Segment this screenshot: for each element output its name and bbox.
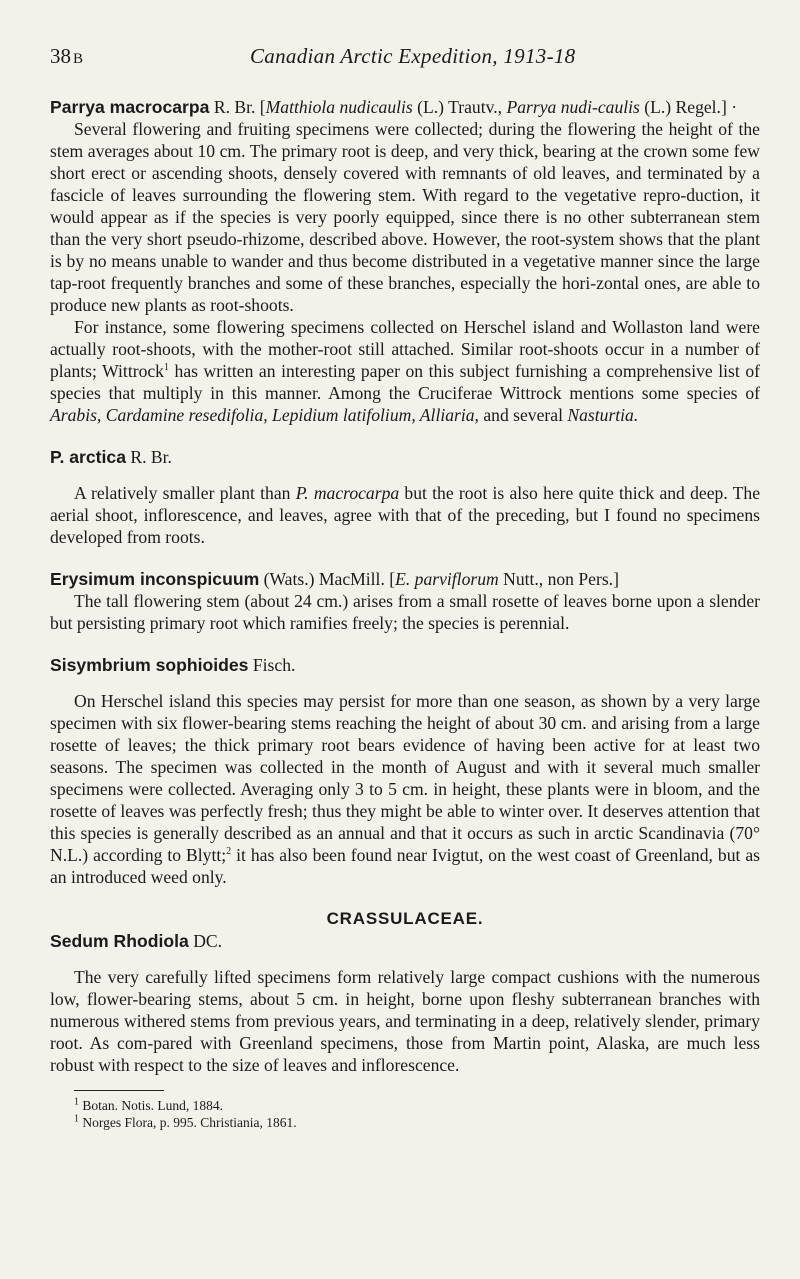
page-header [50, 44, 760, 78]
species-heading-parrya-macrocarpa: Parrya macrocarpa R. Br. [Matthiola nudicaulis (L.) Trautv., Parrya nudi-caulis (L.) Regel.] · [50, 97, 738, 117]
species-heading-sisymbrium: Sisymbrium sophioides Fisch. [50, 655, 296, 675]
paragraph: For instance, some flowering specimens collected on Herschel island and Wollaston land were actually root-shoots, with the mother-root still attached. Similar root-shoots occur in a number of plants; Wittrock$^1$ has written an interesting paper on this subject furnishing a comprehensive list of species that multiply in this manner. Among the Cruciferae Wittrock mentions some species of Arabis, Cardamine resedifolia, Lepidium latifolium, Alliaria, and several Nasturtia. [50, 317, 761, 425]
running-title: Canadian Arctic Expedition, 1913-18 [250, 44, 576, 68]
page-suffix: B [73, 51, 84, 67]
footnote-ref: 1 [163, 362, 169, 374]
page-body [50, 96, 760, 1131]
paragraph: A relatively smaller plant than P. macrocarpa but the root is also here quite thick and deep. The aerial shoot, inflorescence, and leaves, agree with that of the preceding, but I found no specimens developed from roots. [50, 483, 760, 547]
paragraph: Several flowering and fruiting specimens were collected; during the flowering the height of the stem averages about 10 cm. The primary root is deep, and very thick, bearing at the crown some few short erect or ascending shoots, densely covered with remnants of old leaves, and terminated by a fascicle of leaves surrounding the flowering stem. With regard to the vegetative repro-duction, it would appear as if the species is very poorly equipped, since there is no other subterranean stem than the very short pseudo-rhizome, described above. However, the root-system shows that the plant is by no means unable to wander and thus become distributed in a vegetative manner since the large tap-root frequently branches and some of these branches, especially the hori-zontal ones, are able to produce new plants as root-shoots. [50, 119, 760, 315]
paragraph: The tall flowering stem (about 24 cm.) arises from a small rosette of leaves borne upon a slender but persisting primary root which ramifies freely; the species is perennial. [50, 591, 760, 633]
species-heading-parrya-arctica: P. arctica R. Br. [50, 447, 172, 467]
footnote-divider [74, 1090, 164, 1091]
family-heading: CRASSULACEAE. [326, 909, 484, 928]
paragraph: On Herschel island this species may persist for more than one season, as shown by a very large specimen with six flower-bearing stems reaching the height of about 30 cm. and arising from a large rosette of leaves; the thick primary root bears evidence of having been active for at least two seasons. The specimen was collected in the month of August and with it several much smaller specimens were collected. Averaging only 3 to 5 cm. in height, these plants were in bloom, and the rosette of leaves was perfectly fresh; thus they might be able to winter over. It deserves attention that this species is generally described as an annual and that it occurs as such in arctic Scandinavia (70° N.L.) according to Blytt;$^2$ it has also been found near Ivigtut, on the west coast of Greenland, but as an introduced weed only. [50, 691, 760, 887]
footnote: $^1$ Norges Flora, p. 995. Christiania, 1861. [74, 1113, 297, 1130]
species-heading-sedum: Sedum Rhodiola DC. [50, 931, 223, 951]
paragraph: The very carefully lifted specimens form relatively large compact cushions with the numerous low, flower-bearing stems, about 5 cm. in height, borne upon fleshy subterranean branches with numerous withered stems from previous years, and terminating in a deep, relatively slender, primary root. As com-pared with Greenland specimens, those from Martin point, Alaska, are much less robust with respect to the size of leaves and inflorescence. [50, 967, 760, 1075]
footnote: $^1$ Botan. Notis. Lund, 1884. [74, 1096, 223, 1113]
page-number: 38 B [50, 44, 84, 68]
species-heading-erysimum: Erysimum inconspicuum (Wats.) MacMill. [E. parviflorum Nutt., non Pers.] [50, 569, 619, 589]
footnote-ref: 2 [226, 846, 232, 858]
